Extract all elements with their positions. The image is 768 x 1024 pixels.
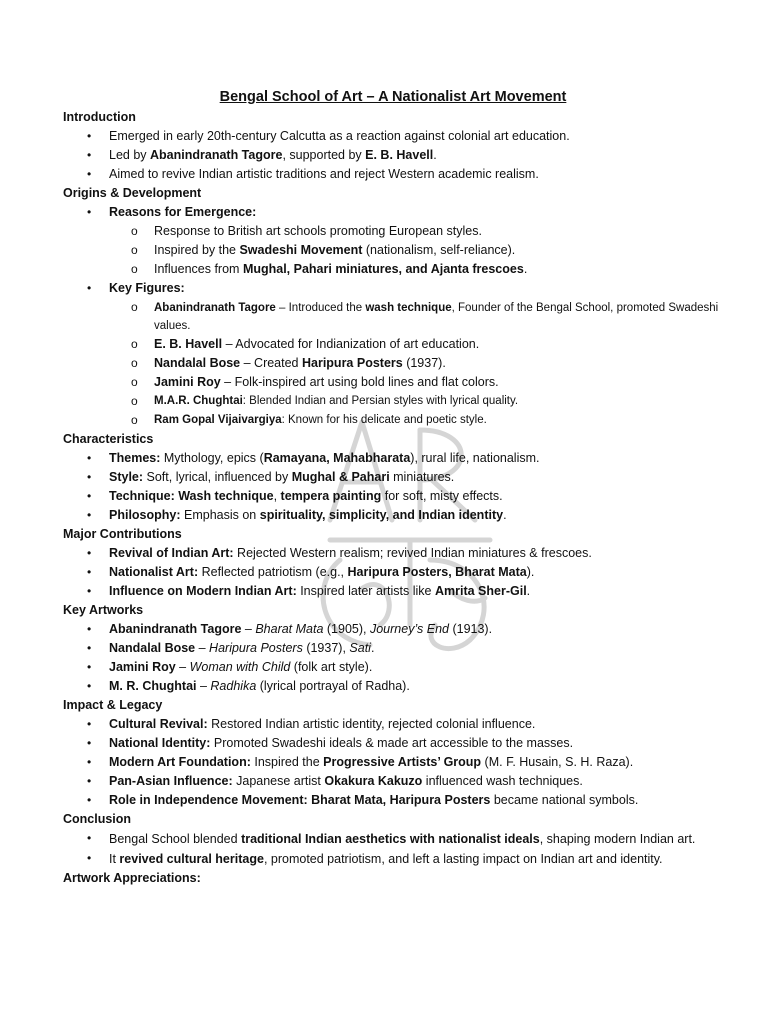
text-run: Jamini Roy [109,660,176,674]
list-item [63,146,733,165]
document-title: Bengal School of Art – A Nationalist Art Movement [219,89,567,105]
list-item [63,791,733,810]
text-run: Nandalal Bose [154,356,241,370]
text-run: miniatures. [389,470,455,484]
hollow-bullet-icon: o [131,375,138,389]
list-item [63,753,733,772]
text-run: Cultural Revival: [109,717,208,731]
text-run: Pan-Asian Influence: [109,774,233,788]
text-run: tempera painting [280,489,382,503]
text-run: Inspired later artists like [296,584,435,598]
text-run: , Founder of the Bengal School, promoted Swadeshi values. [154,302,719,332]
text-run: Technique: Wash technique [109,489,274,503]
text-run: Haripura Posters [301,356,403,370]
list-item [63,279,733,298]
text-run: Nationalist Art: [109,565,199,579]
text-run: – Introduced the [275,302,366,314]
list-item [63,582,733,601]
section-heading: Origins & Development [63,186,202,200]
bullet-icon: • [87,641,92,655]
text-run: Aimed to revive Indian artistic traditions and reject Western academic realism. [109,167,539,181]
sub-list-item [63,222,733,241]
section-heading: Impact & Legacy [63,698,163,712]
text-run: became national symbols. [490,793,639,807]
text-run: Swadeshi Movement [239,243,363,257]
text-run: , supported by [282,148,366,162]
text-run: Soft, lyrical, influenced by [143,470,292,484]
bullet-icon: • [87,831,92,845]
text-run: . [526,584,531,598]
text-run: (1913). [448,622,493,636]
list-item [63,658,733,677]
text-run: Emerged in early 20th-century Calcutta as a reaction against colonial art education. [109,129,570,143]
text-run: – Advocated for Indianization of art education. [222,337,480,351]
bullet-icon: • [87,679,92,693]
text-run: Inspired by the [154,243,240,257]
list-item [63,468,733,487]
document-body [63,108,733,888]
list-item [63,165,733,184]
bullet-icon: • [87,660,92,674]
bullet-icon: • [87,470,92,484]
text-run: Sati [349,641,371,655]
text-run: Radhika [210,679,257,693]
text-run: Nandalal Bose [109,641,196,655]
text-run: Promoted Swadeshi ideals & made art accessible to the masses. [210,736,574,750]
text-run: (M. F. Husain, S. H. Raza). [481,755,634,769]
text-run: – Created [240,356,302,370]
text-run: spirituality, simplicity, and Indian identity [259,508,504,522]
text-run: Philosophy: [109,508,181,522]
text-run: M. R. Chughtai [109,679,197,693]
text-run: – [241,622,256,636]
text-run: Style: [109,470,144,484]
bullet-icon: • [87,736,92,750]
bullet-icon: • [87,565,92,579]
text-run: National Identity: [109,736,211,750]
list-item [63,487,733,506]
text-run: , shaping modern Indian art. [539,832,696,846]
text-run: – [175,660,190,674]
bullet-icon: • [87,281,92,295]
text-run: Role in Independence Movement: Bharat Mata, Haripura Posters [109,793,491,807]
text-run: Ramayana, Mahabharata [263,451,411,465]
text-run: (folk art style). [290,660,373,674]
bullet-icon: • [87,717,92,731]
sub-list-item [63,260,733,279]
text-run: Bharat Mata [255,622,324,636]
text-run: Themes: [109,451,161,465]
text-run: , [273,489,281,503]
sub-list-item [63,241,733,260]
list-item [63,620,733,639]
text-run: Bengal School blended [109,832,242,846]
list-item [63,449,733,468]
text-run: Journey’s End [369,622,449,636]
text-run: for soft, misty effects. [381,489,503,503]
text-run: (1937), [302,641,350,655]
bullet-icon: • [87,793,92,807]
text-run: Abanindranath Tagore [150,148,283,162]
list-item [63,639,733,658]
text-run: Abanindranath Tagore [109,622,242,636]
text-run: Reflected patriotism (e.g., [198,565,348,579]
text-run: – Folk-inspired art using bold lines and flat colors. [220,375,499,389]
text-run: Amrita Sher-Gil [434,584,527,598]
text-run: Haripura Posters [209,641,303,655]
sub-list-item [63,335,733,354]
text-run: Haripura Posters, Bharat Mata [347,565,527,579]
text-run: Led by [109,148,151,162]
hollow-bullet-icon: o [131,337,138,351]
text-run: Ram Gopal Vijaivargiya [154,414,282,426]
bullet-icon: • [87,148,92,162]
bullet-icon: • [87,451,92,465]
text-run: – [195,641,210,655]
section-heading: Introduction [63,110,136,124]
list-item [63,203,733,222]
bullet-icon: • [87,622,92,636]
hollow-bullet-icon: o [131,243,138,257]
bullet-icon: • [87,774,92,788]
list-item [63,677,733,696]
list-item [63,829,733,849]
text-run: influenced wash techniques. [422,774,583,788]
text-run: traditional Indian aesthetics with nationalist ideals [241,832,540,846]
text-run: Emphasis on [180,508,260,522]
text-run: Reasons for Emergence: [109,205,257,219]
hollow-bullet-icon: o [131,394,138,408]
text-run: Mughal, Pahari miniatures, and Ajanta frescoes [242,262,524,276]
section-heading: Conclusion [63,812,132,826]
text-run: Okakura Kakuzo [324,774,423,788]
sub-list-item [63,298,733,335]
text-run: Japanese artist [232,774,325,788]
list-item [63,715,733,734]
text-run: Abanindranath Tagore [154,302,276,314]
text-run: It [109,852,120,866]
list-item [63,506,733,525]
text-run: Inspired the [250,755,324,769]
list-item [63,563,733,582]
text-run: M.A.R. Chughtai [154,395,243,407]
text-run: Restored Indian artistic identity, rejected colonial influence. [207,717,536,731]
text-run: Rejected Western realism; revived Indian miniatures & frescoes. [233,546,592,560]
bullet-icon: • [87,129,92,143]
hollow-bullet-icon: o [131,224,138,238]
hollow-bullet-icon: o [131,356,138,370]
text-run: Revival of Indian Art: [109,546,234,560]
hollow-bullet-icon: o [131,413,138,427]
text-run: . [523,262,528,276]
sub-list-item [63,411,733,430]
text-run: Modern Art Foundation: [109,755,251,769]
text-run: Influences from [154,262,243,276]
section-heading: Characteristics [63,432,154,446]
text-run: ), rural life, nationalism. [410,451,540,465]
text-run: – [196,679,211,693]
list-item [63,544,733,563]
sub-list-item [63,392,733,411]
text-run: (lyrical portrayal of Radha). [256,679,410,693]
text-run: (1905), [323,622,370,636]
sub-list-item [63,373,733,392]
text-run: E. B. Havell [154,337,223,351]
text-run: Progressive Artists’ Group [323,755,482,769]
text-run: ). [526,565,535,579]
text-run: : Known for his delicate and poetic style. [281,414,487,426]
text-run: . [433,148,437,162]
text-run: (nationalism, self-reliance). [362,243,516,257]
text-run: . [370,641,375,655]
list-item [63,772,733,791]
text-run: : Blended Indian and Persian styles with lyrical quality. [242,395,519,407]
text-run: Response to British art schools promoting European styles. [154,224,482,238]
list-item [63,849,733,869]
text-run: , promoted patriotism, and left a lasting impact on Indian art and identity. [263,852,663,866]
list-item [63,734,733,753]
bullet-icon: • [87,489,92,503]
sub-list-item [63,354,733,373]
section-heading: Artwork Appreciations: [63,871,201,885]
section-heading: Key Artworks [63,603,144,617]
text-run: E. B. Havell [365,148,434,162]
text-run: wash technique [365,302,452,314]
text-run: Key Figures: [109,281,185,295]
bullet-icon: • [87,755,92,769]
bullet-icon: • [87,508,92,522]
section-heading: Major Contributions [63,527,182,541]
text-run: Mythology, epics ( [160,451,264,465]
bullet-icon: • [87,205,92,219]
bullet-icon: • [87,584,92,598]
text-run: revived cultural heritage [119,852,264,866]
text-run: . [503,508,507,522]
bullet-icon: • [87,851,92,865]
text-run: Mughal & Pahari [291,470,390,484]
hollow-bullet-icon: o [131,300,138,314]
text-run: Woman with Child [189,660,291,674]
text-run: Jamini Roy [154,375,221,389]
list-item [63,127,733,146]
text-run: (1937). [402,356,446,370]
bullet-icon: • [87,546,92,560]
hollow-bullet-icon: o [131,262,138,276]
bullet-icon: • [87,167,92,181]
text-run: Influence on Modern Indian Art: [109,584,297,598]
